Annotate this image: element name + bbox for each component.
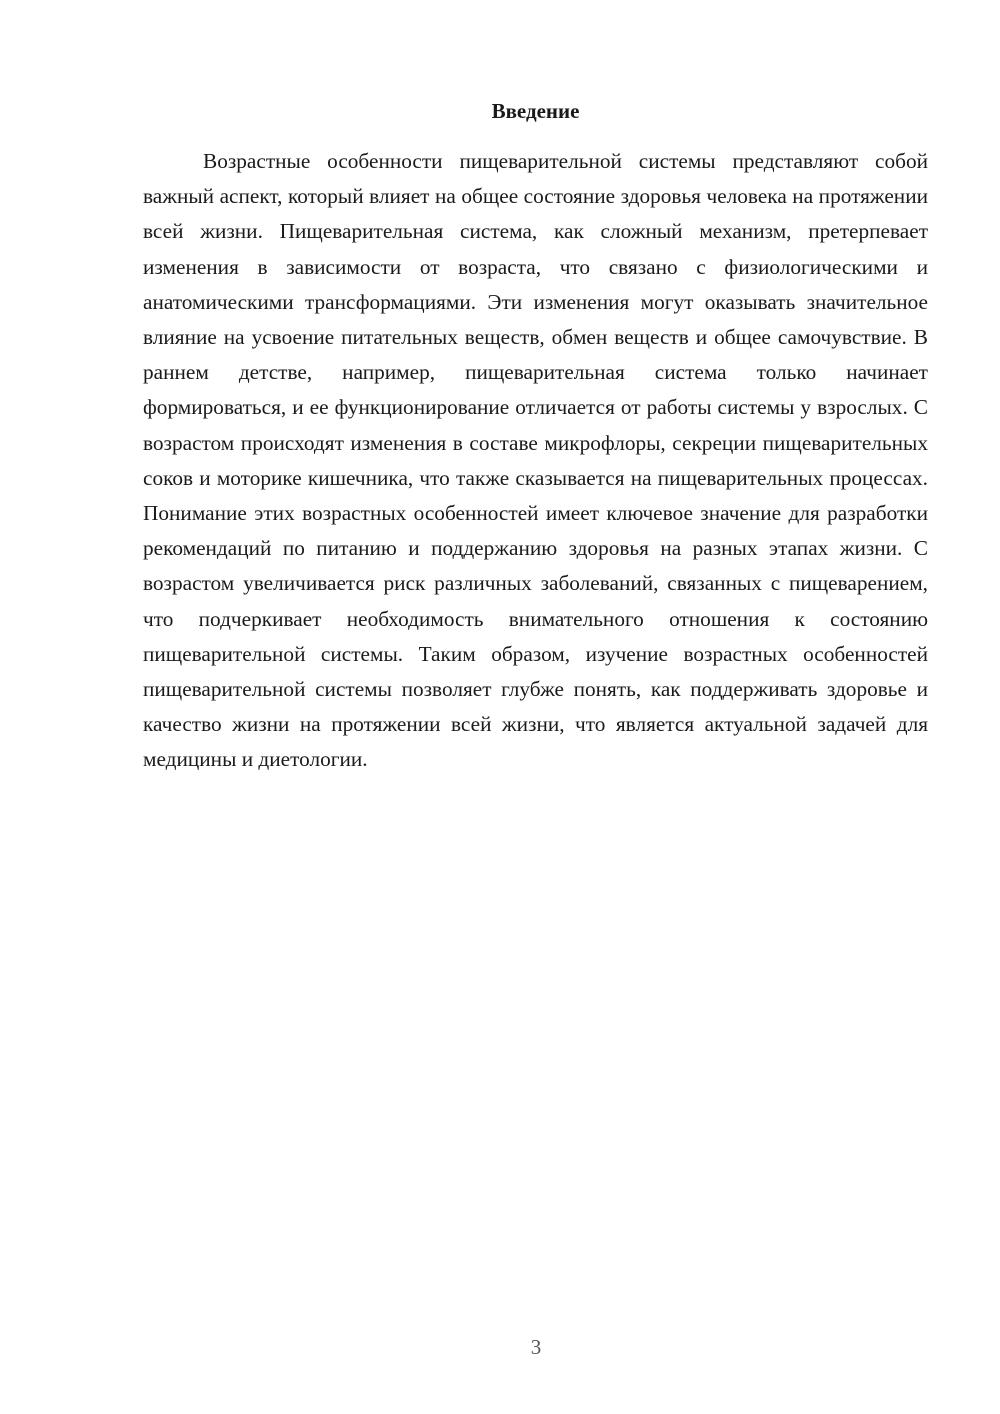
body-paragraph: Возрастные особенности пищеварительной системы представляют собой важный аспект, который влияет на общее состояние здоровья человека на протяжении всей жизни. Пищеварительная система, как сложный механизм, претерпевает изменения в зависимости от возраста, что связано с физиологическими и анатомическими трансформациями. Эти изменения могут оказывать значительное влияние на усвоение питательных веществ, обмен веществ и общее самочувствие. В раннем детстве, например, пищеварительная система только начинает формироваться, и ее функционирование отличается от работы системы у взрослых. С возрастом происходят изменения в составе микрофлоры, секреции пищеварительных соков и моторике кишечника, что также сказывается на пищеварительных процессах. Понимание этих возрастных особенностей имеет ключевое значение для разработки рекомендаций по питанию и поддержанию здоровья на разных этапах жизни. С возрастом увеличивается риск различных заболеваний, связанных с пищеварением, что подчеркивает необходимость внимательного отношения к состоянию пищеварительной системы. Таким образом, изучение возрастных особенностей пищеварительной системы позволяет глубже понять, как поддерживать здоровье и качество жизни на протяжении всей жизни, что является актуальной задачей для медицины и диетологии.: [143, 149, 928, 772]
page-number: 3: [530, 1335, 542, 1359]
section-heading: Введение: [491, 99, 580, 123]
